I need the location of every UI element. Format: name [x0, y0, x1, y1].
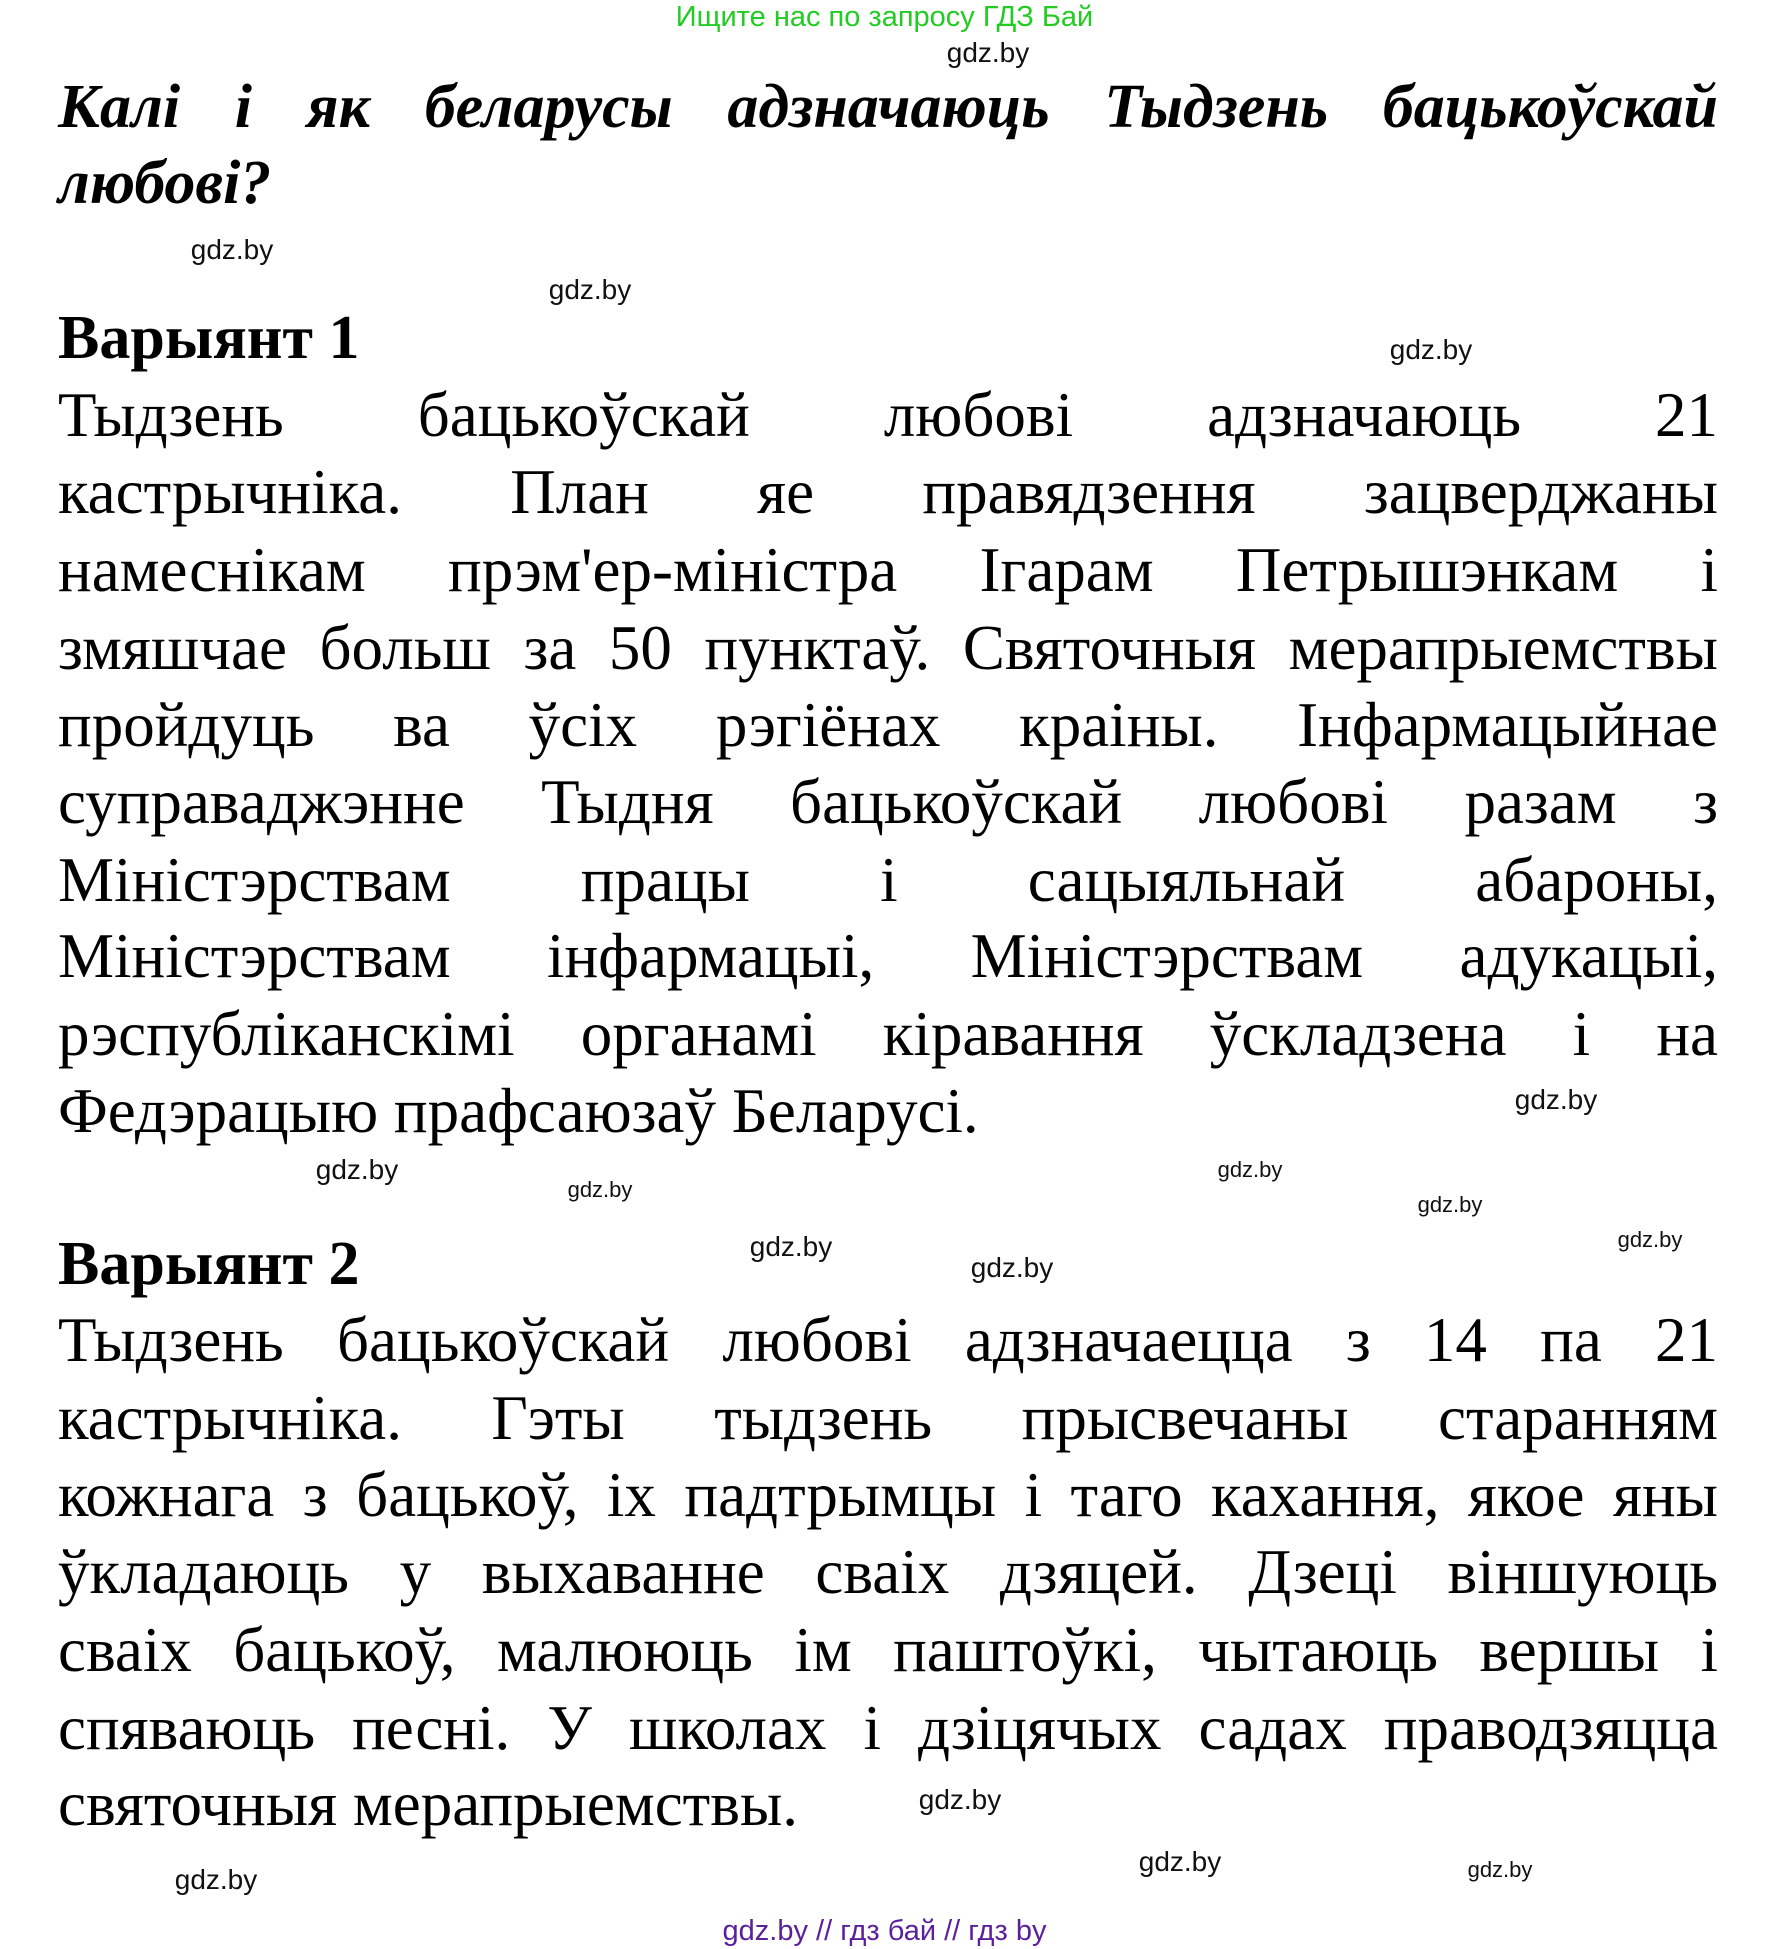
- watermark: gdz.by: [1467, 1857, 1533, 1882]
- watermark: gdz.by: [749, 1231, 833, 1262]
- watermark: gdz.by: [567, 1177, 633, 1202]
- variant-2-line: кожнага з бацькоў, іх падтрымцы і таго кахання, якое яны: [58, 1460, 1718, 1530]
- watermark: gdz.by: [1417, 1192, 1483, 1217]
- variant-2-line: Тыдзень бацькоўскай любові адзначаецца з 14 па 21: [58, 1305, 1718, 1375]
- variant-1-line: Федэрацыю прафсаюзаў Беларусі.: [58, 1076, 979, 1146]
- variant-1-line: суправаджэнне Тыдня бацькоўскай любові разам з: [58, 767, 1718, 837]
- page-title-line-1: Калі і як беларусы адзначаюць Тыдзень бацькоўскай: [58, 73, 1718, 141]
- page-title-line-2: любові?: [58, 149, 272, 217]
- variant-1-line: кастрычніка. План яе правядзення зацверджаны: [58, 457, 1718, 527]
- variant-2-line: сваіх бацькоў, малююць ім паштоўкі, чытаюць вершы і: [58, 1615, 1718, 1685]
- watermark: gdz.by: [1389, 334, 1473, 365]
- variant-1-line: Міністэрствам інфармацыі, Міністэрствам адукацыі,: [58, 921, 1718, 991]
- variant-2-line: святочныя мерапрыемствы.: [58, 1769, 799, 1839]
- variant-2-heading: Варыянт 2: [58, 1230, 360, 1298]
- variant-1-heading: Варыянт 1: [58, 304, 360, 372]
- variant-2-line: ўкладаюць у выхаванне сваіх дзяцей. Дзеці віншуюць: [58, 1537, 1718, 1607]
- watermark: gdz.by: [548, 274, 632, 305]
- variant-2-line: спяваюць песні. У школах і дзіцячых садах праводзяцца: [58, 1693, 1718, 1763]
- watermark: gdz.by: [1217, 1157, 1283, 1182]
- variant-1-line: пройдуць ва ўсіх рэгіёнах краіны. Інфармацыйнае: [58, 690, 1718, 760]
- variant-1-line: Міністэрствам працы і сацыяльнай абароны,: [58, 845, 1718, 915]
- watermark: gdz.by: [315, 1154, 399, 1185]
- watermark: gdz.by: [1514, 1084, 1598, 1115]
- variant-2-line: кастрычніка. Гэты тыдзень прысвечаны старанням: [58, 1383, 1718, 1453]
- watermark: gdz.by: [174, 1864, 258, 1895]
- variant-1-line: змяшчае больш за 50 пунктаў. Святочныя мерапрыемствы: [58, 613, 1718, 683]
- variant-1-line: Тыдзень бацькоўскай любові адзначаюць 21: [58, 380, 1718, 450]
- watermark: gdz.by: [946, 37, 1030, 68]
- watermark: gdz.by: [1617, 1227, 1683, 1252]
- watermark: gdz.by: [918, 1784, 1002, 1815]
- watermark: gdz.by: [1138, 1846, 1222, 1877]
- variant-1-line: намеснікам прэм'ер-міністра Ігарам Петрышэнкам і: [58, 535, 1718, 605]
- watermark: gdz.by: [970, 1252, 1054, 1283]
- search-banner: Ищите нас по запросу ГДЗ Бай: [675, 1, 1094, 33]
- watermark: gdz.by: [190, 234, 274, 265]
- footer-links[interactable]: gdz.by // гдз бай // гдз by: [722, 1915, 1047, 1947]
- variant-1-line: рэспубліканскімі органамі кіравання ўскладзена і на: [58, 999, 1718, 1069]
